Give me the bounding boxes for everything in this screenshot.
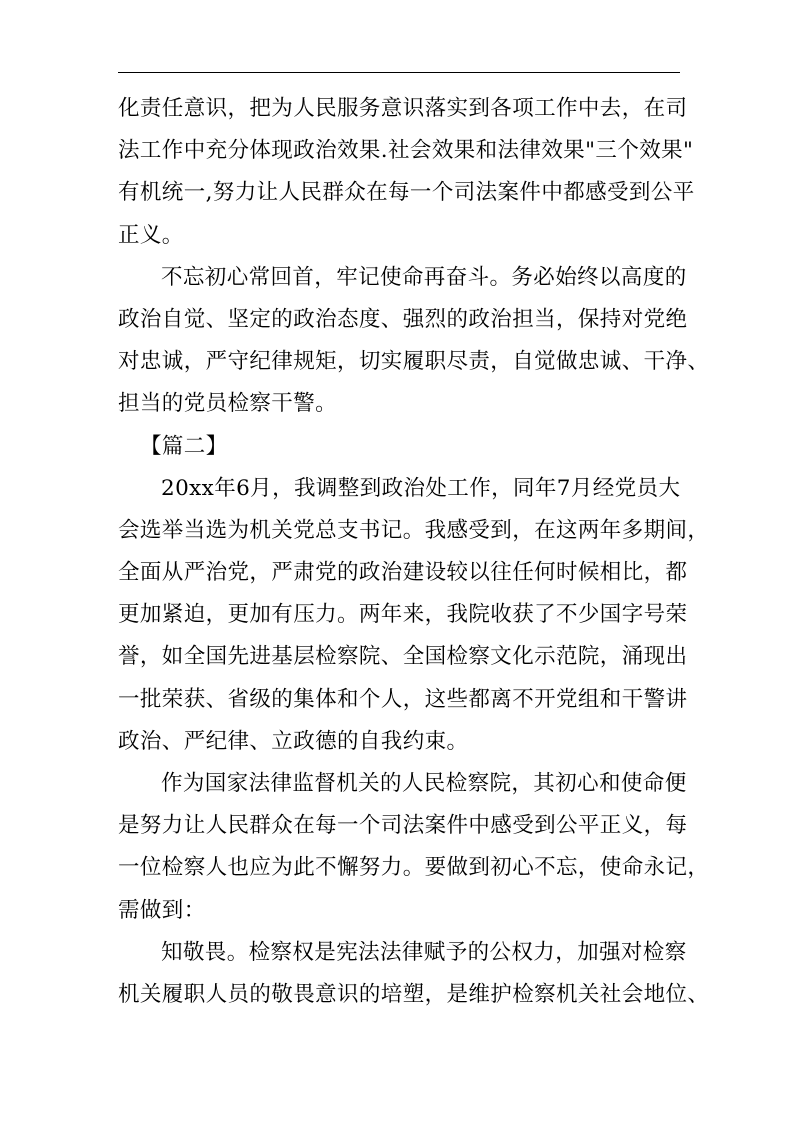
text-line: 正义。 [118, 222, 184, 248]
text-line: 有机统一,努力让人民群众在每一个司法案件中都感受到公平 [118, 180, 695, 206]
text-line: 政治、严纪律、立政德的自我约束。 [118, 728, 469, 754]
section-heading-text: 【篇二】 [140, 433, 228, 459]
text-line: 对忠诚，严守纪律规矩，切实履职尽责，自觉做忠诚、干净、 [118, 349, 710, 375]
paragraph [118, 932, 710, 1016]
text-line: 知敬畏。检察权是宪法法律赋予的公权力，加强对检察 [161, 939, 687, 965]
text-line: 是努力让人民群众在每一个司法案件中感受到公平正义，每 [118, 813, 688, 839]
text-line: 机关履职人员的敬畏意识的培塑，是维护检察机关社会地位、 [118, 981, 710, 1007]
text-line: 政治自觉、坚定的政治态度、强烈的政治担当，保持对党绝 [118, 306, 688, 332]
header-rule [118, 72, 680, 73]
text-line: 担当的党员检察干警。 [118, 391, 338, 417]
text-line: 法工作中充分体现政治效果.社会效果和法律效果"三个效果" [118, 138, 694, 164]
text-line: 会选举当选为机关党总支书记。我感受到，在这两年多期间， [118, 517, 710, 543]
text-line: 20xx年6月，我调整到政治处工作，同年7月经党员大 [161, 475, 681, 501]
paragraph [118, 257, 710, 426]
text-line: 作为国家法律监督机关的人民检察院，其初心和使命便 [161, 771, 687, 796]
text-line: 需做到： [118, 897, 206, 923]
paragraph [118, 468, 710, 763]
paragraph [118, 88, 695, 257]
text-line: 全面从严治党，严肃党的政治建设较以往任何时候相比，都 [118, 560, 688, 586]
document-body [118, 88, 710, 1016]
text-line: 誉，如全国先进基层检察院、全国检察文化示范院，涌现出 [118, 644, 688, 670]
text-line: 一批荣获、省级的集体和个人，这些都离不开党组和干警讲 [118, 686, 688, 712]
text-line: 一位检察人也应为此不懈努力。要做到初心不忘，使命永记， [118, 855, 710, 881]
text-line: 更加紧迫，更加有压力。两年来，我院收获了不少国字号荣 [118, 602, 688, 628]
text-line: 化责任意识，把为人民服务意识落实到各项工作中去，在司 [118, 96, 688, 121]
text-line: 不忘初心常回首，牢记使命再奋斗。务必始终以高度的 [161, 264, 687, 290]
paragraph [118, 763, 710, 932]
section-heading [118, 426, 680, 468]
